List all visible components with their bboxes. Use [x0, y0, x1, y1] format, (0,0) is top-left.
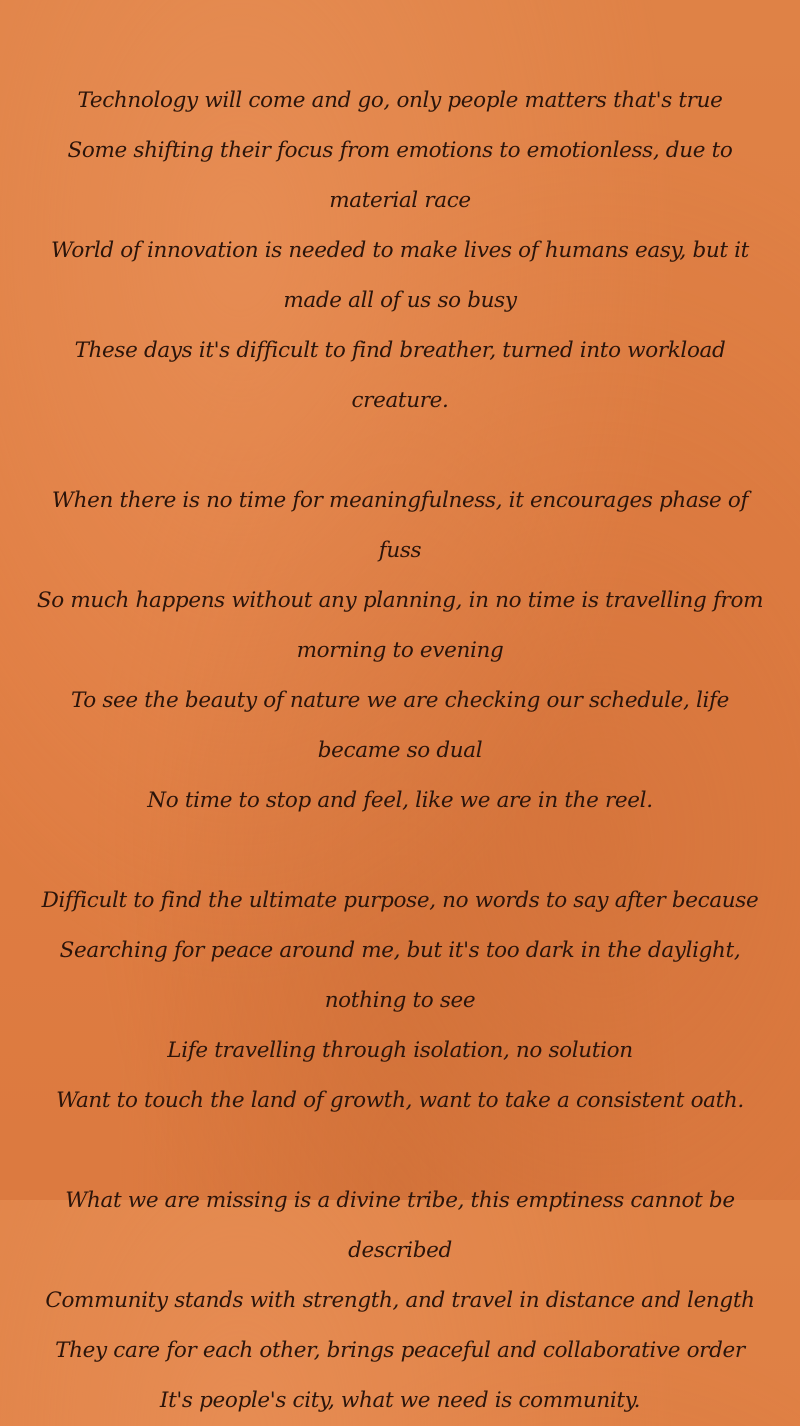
poem-line: What we are missing is a divine tribe, this emptiness cannot be described	[65, 1188, 735, 1263]
poem-line: These days it's difficult to find breather, turned into workload creature.	[74, 338, 726, 413]
poem-line: To see the beauty of nature we are checking our schedule, life became so dual	[70, 688, 730, 763]
poem-line: World of innovation is needed to make lives of humans easy, but it made all of us so busy	[51, 238, 749, 313]
poem-line: Some shifting their focus from emotions to emotionless, due to material race	[67, 138, 733, 213]
stanza-2	[30, 476, 770, 826]
poem-body	[30, 76, 770, 1426]
poem-line: When there is no time for meaningfulness, it encourages phase of fuss	[51, 488, 749, 563]
poem-line: Searching for peace around me, but it's too dark in the daylight, nothing to see	[59, 938, 741, 1013]
poem-line: Community stands with strength, and travel in distance and length	[45, 1288, 755, 1313]
poem-line: Life travelling through isolation, no solution	[167, 1038, 633, 1063]
stanza-3	[30, 876, 770, 1126]
stanza-1	[30, 76, 770, 426]
poem-line: They care for each other, brings peaceful and collaborative order	[55, 1338, 745, 1363]
poem-line: No time to stop and feel, like we are in the reel.	[147, 788, 653, 813]
poem-line: Difficult to find the ultimate purpose, no words to say after because	[41, 888, 759, 913]
poem-line: Want to touch the land of growth, want to take a consistent oath.	[56, 1088, 744, 1113]
poem-line: So much happens without any planning, in no time is travelling from morning to evening	[36, 588, 764, 663]
poem-line: Technology will come and go, only people matters that's true	[77, 88, 723, 113]
poem-line: It's people's city, what we need is community.	[159, 1388, 641, 1413]
stanza-4	[30, 1176, 770, 1426]
